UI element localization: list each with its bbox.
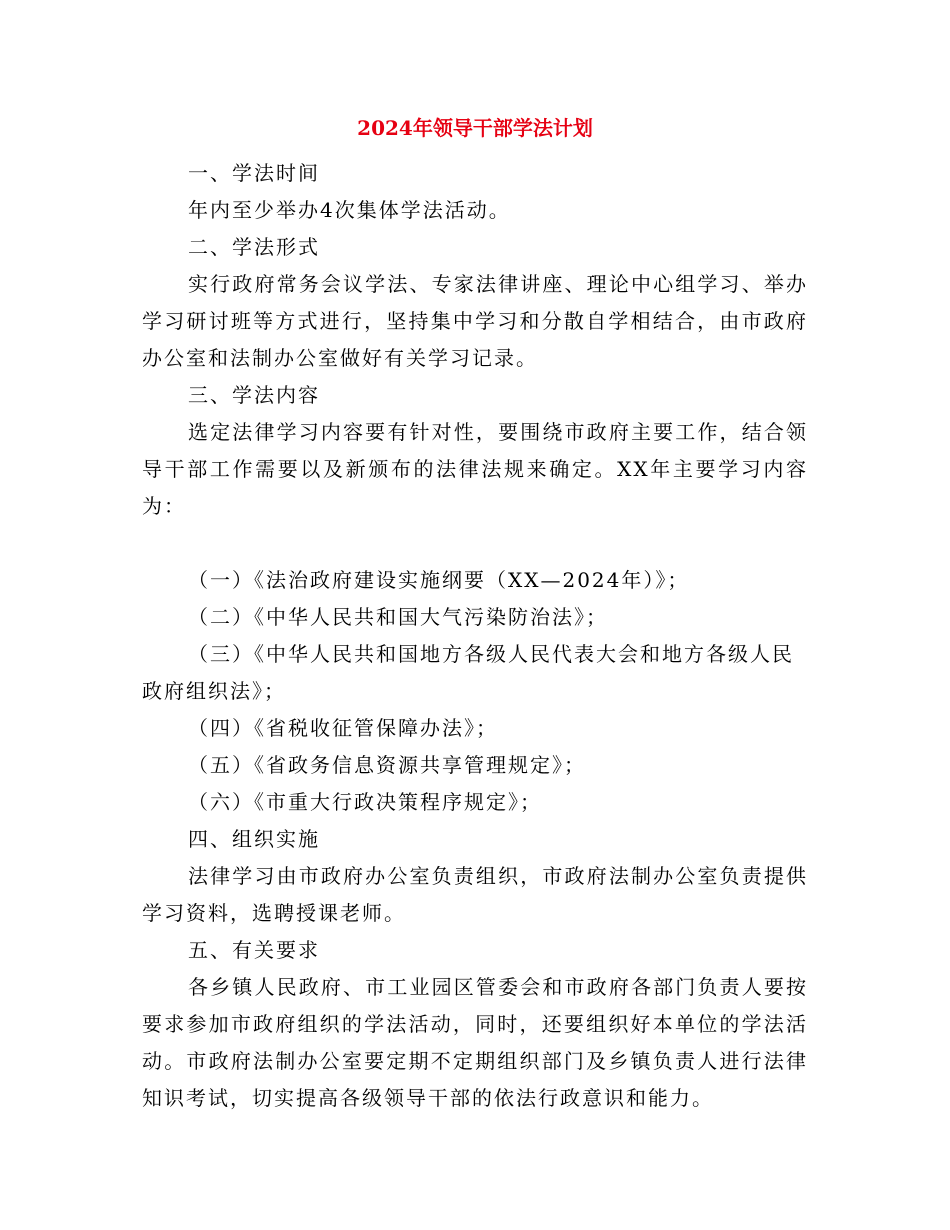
document-title: 2024年领导干部学法计划 <box>357 116 593 140</box>
paragraph-1: 年内至少举办4次集体学法活动。 <box>188 198 511 222</box>
list-item-4: （四）《省税收征管保障办法》； <box>188 716 498 740</box>
list-item-3: （三）《中华人民共和国地方各级人民代表大会和地方各级人民政府组织法》； <box>142 642 794 703</box>
list-item-5: （五）《省政务信息资源共享管理规定》； <box>188 753 586 777</box>
section-heading-3: 三、学法内容 <box>188 383 320 407</box>
section-heading-5: 五、有关要求 <box>188 938 320 962</box>
list-item-6: （六）《市重大行政决策程序规定》； <box>188 790 542 814</box>
section-heading-2: 二、学法形式 <box>188 235 320 259</box>
section-heading-4: 四、组织实施 <box>188 827 320 851</box>
paragraph-4: 法律学习由市政府办公室负责组织，市政府法制办公室负责提供学习资料，选聘授课老师。 <box>142 864 808 925</box>
list-item-2: （二）《中华人民共和国大气污染防治法》； <box>188 605 608 629</box>
paragraph-5: 各乡镇人民政府、市工业园区管委会和市政府各部门负责人要按要求参加市政府组织的学法活动，同时，还要组织好本单位的学法活动。市政府法制办公室要定期不定期组织部门及乡镇负责人进行法律知识考试，切实提高各级领导干部的依法行政意识和能力。 <box>142 975 808 1110</box>
list-item-1: （一）《法治政府建设实施纲要（XX—2024年）》； <box>188 568 690 592</box>
paragraph-3: 选定法律学习内容要有针对性，要围绕市政府主要工作，结合领导干部工作需要以及新颁布的法律法规来确定。XX年主要学习内容为： <box>142 420 808 518</box>
document-body <box>142 155 808 1117</box>
paragraph-2: 实行政府常务会议学法、专家法律讲座、理论中心组学习、举办学习研讨班等方式进行，坚持集中学习和分散自学相结合，由市政府办公室和法制办公室做好有关学习记录。 <box>142 272 808 370</box>
blank-line <box>142 525 808 562</box>
section-heading-1: 一、学法时间 <box>188 161 320 185</box>
